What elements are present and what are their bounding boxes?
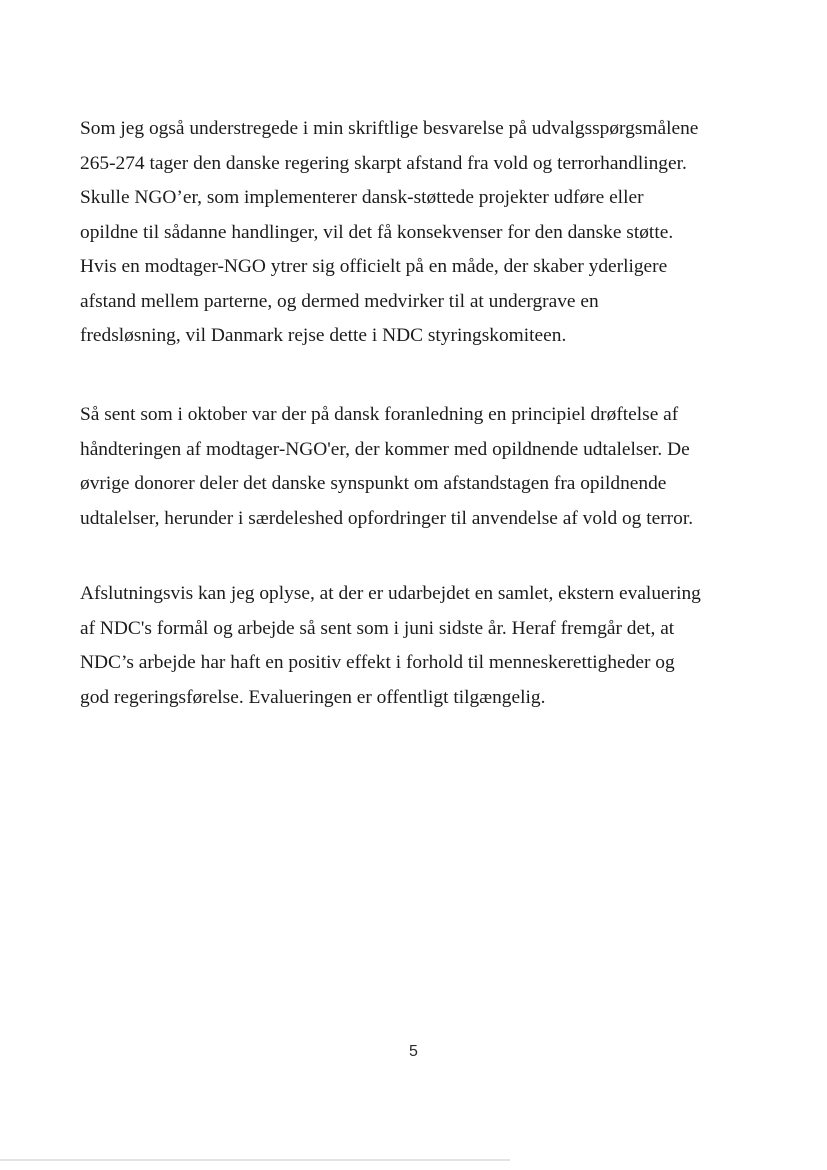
paragraph-1 bbox=[80, 112, 760, 354]
paragraph-line: Hvis en modtager-NGO ytrer sig officielt på en måde, der skaber yderligere bbox=[80, 256, 668, 277]
paragraph-line: udtalelser, herunder i særdeleshed opfordringer til anvendelse af vold og terror. bbox=[80, 507, 694, 529]
paragraph-line: NDC’s arbejde har haft en positiv effekt i forhold til menneskerettigheder og bbox=[80, 652, 675, 673]
paragraph-line: Så sent som i oktober var der på dansk foranledning en principiel drøftelse af bbox=[80, 404, 679, 425]
paragraph-line: afstand mellem parterne, og dermed medvirker til at undergrave en bbox=[80, 290, 599, 312]
paragraph-3 bbox=[80, 577, 760, 715]
scan-edge-divider bbox=[0, 1159, 510, 1161]
paragraph-line: 265-274 tager den danske regering skarpt afstand fra vold og terrorhandlinger. bbox=[80, 152, 687, 174]
paragraph-2 bbox=[80, 398, 760, 536]
paragraph-line: Afslutningsvis kan jeg oplyse, at der er udarbejdet en samlet, ekstern evaluering bbox=[80, 583, 701, 604]
paragraph-line: af NDC's formål og arbejde så sent som i juni sidste år. Heraf fremgår det, at bbox=[80, 617, 675, 639]
paragraph-line: Skulle NGO’er, som implementerer dansk-støttede projekter udføre eller bbox=[80, 187, 644, 208]
paragraph-line: fredsløsning, vil Danmark rejse dette i NDC styringskomiteen. bbox=[80, 325, 567, 346]
paragraph-line: Som jeg også understregede i min skriftlige besvarelse på udvalgsspørgsmålene bbox=[80, 118, 699, 139]
paragraph-line: øvrige donorer deler det danske synspunkt om afstandstagen fra opildnende bbox=[80, 473, 667, 494]
paragraph-line: opildne til sådanne handlinger, vil det få konsekvenser for den danske støtte. bbox=[80, 221, 674, 243]
paragraph-line: god regeringsførelse. Evalueringen er offentligt tilgængelig. bbox=[80, 686, 546, 708]
paragraph-line: håndteringen af modtager-NGO'er, der kommer med opildnende udtalelser. De bbox=[80, 438, 690, 460]
page-number: 5 bbox=[409, 1043, 418, 1060]
